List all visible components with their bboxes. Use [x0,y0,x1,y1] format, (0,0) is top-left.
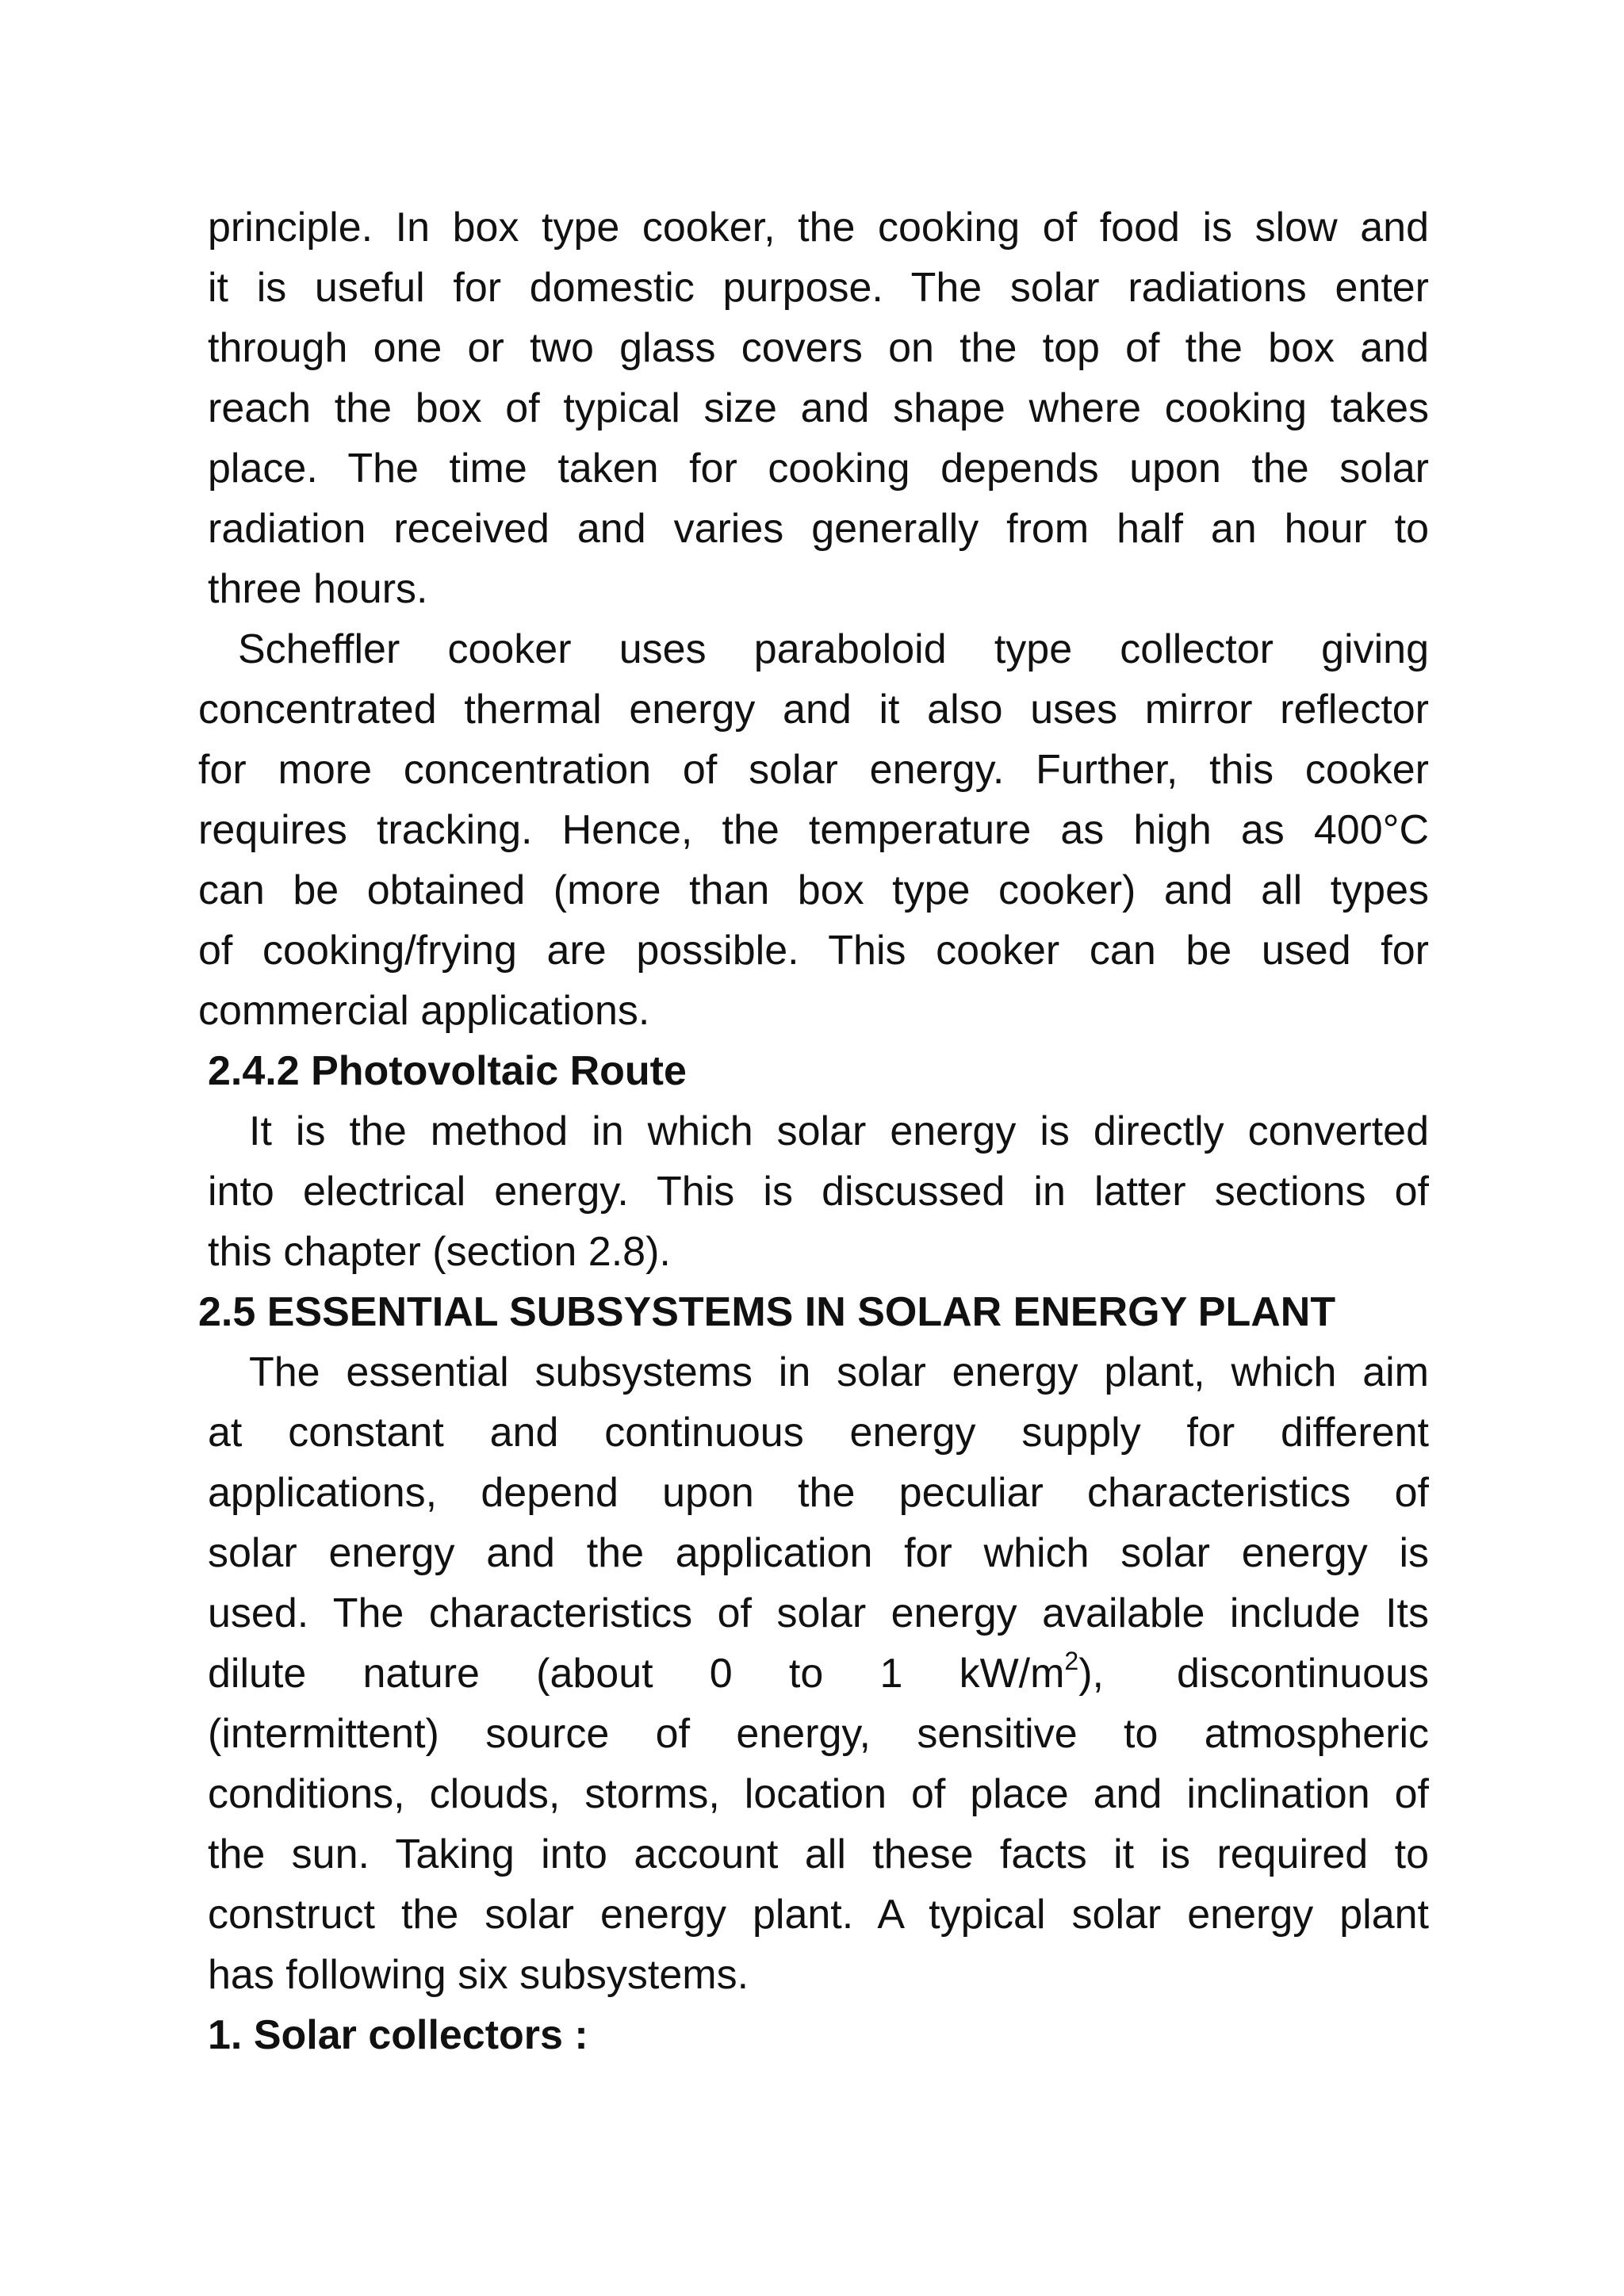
list-heading: 1. Solar collectors : [208,2012,588,2058]
paragraph-line: of cooking/frying are possible. This cooker can be used for [198,928,1429,974]
word: discontinuous [1177,1651,1429,1697]
unit-text: $kW/m^2$), [959,1646,1104,1697]
paragraph-line: conditions, clouds, storms, location of place and inclination of [208,1771,1429,1817]
paragraph-line: place. The time taken for cooking depends upon the solar [208,446,1429,492]
paragraph-line: this chapter (section 2.8). [208,1229,671,1275]
paragraph-line: construct the solar energy plant. A typical solar energy plant [208,1892,1429,1938]
paragraph-line: three hours. [208,566,428,612]
paragraph-line: through one or two glass covers on the top of the box and [208,325,1429,371]
paragraph-line: Scheffler cooker uses paraboloid type collector giving [238,626,1429,672]
word: 0 [709,1651,733,1697]
paragraph-line: at constant and continuous energy supply for different [208,1410,1429,1456]
paragraph-line: solar energy and the application for which solar energy is [208,1530,1429,1576]
line-part [208,1647,1104,1700]
paragraph-line: (intermittent) source of energy, sensitive to atmospheric [208,1711,1429,1757]
paragraph-line: applications, depend upon the peculiar characteristics of [208,1470,1429,1516]
word: dilute [208,1651,307,1697]
paragraph-line: radiation received and varies generally from half an hour to [208,506,1429,552]
paragraph-line: requires tracking. Hence, the temperature as high as 400°C [198,807,1429,853]
paragraph-line: reach the box of typical size and shape where cooking takes [208,385,1429,431]
paragraph-line: has following six subsystems. [208,1952,749,1998]
paragraph-line: The essential subsystems in solar energy plant, which aim [249,1349,1429,1395]
paragraph-line: principle. In box type cooker, the cooking of food is slow and [208,205,1429,251]
paragraph-line: into electrical energy. This is discussed in latter sections of [208,1169,1429,1215]
paragraph-line: It is the method in which solar energy is directly converted [249,1108,1429,1154]
word: (about [536,1651,653,1697]
superscript: 2 [1064,1646,1079,1675]
paragraph-line: concentrated thermal energy and it also uses mirror reflector [198,687,1429,733]
word: 1 [879,1651,903,1697]
section-heading: 2.5 ESSENTIAL SUBSYSTEMS IN SOLAR ENERGY PLANT [198,1289,1336,1335]
section-heading: 2.4.2 Photovoltaic Route [208,1048,687,1094]
paragraph-line: for more concentration of solar energy. Further, this cooker [198,747,1429,793]
word: nature [362,1651,480,1697]
word: to [788,1651,824,1697]
paragraph-line: used. The characteristics of solar energy available include Its [208,1590,1429,1636]
paragraph-line [208,1647,1429,1700]
paragraph-line: it is useful for domestic purpose. The solar radiations enter [208,265,1429,311]
paragraph-line: the sun. Taking into account all these facts it is required to [208,1831,1429,1877]
paragraph-line: can be obtained (more than box type cooker) and all types [198,867,1429,913]
paragraph-line: commercial applications. [198,988,650,1034]
